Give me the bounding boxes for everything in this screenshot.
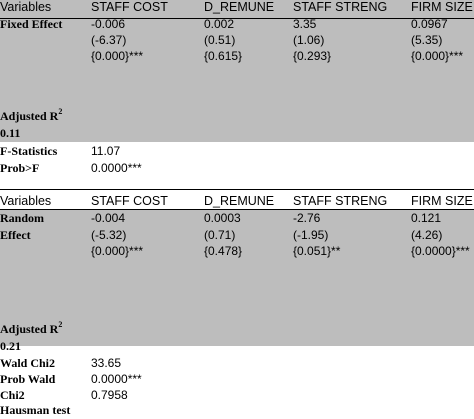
table1-header-staff-cost: STAFF COST xyxy=(91,0,168,14)
prob-wald-label: Prob Wald xyxy=(0,372,56,386)
t2-pval-staff-streng: {0.051}** xyxy=(293,244,341,258)
t2-adjusted-r2-value: 0.21 xyxy=(0,339,21,353)
t2-adjusted-r2-label xyxy=(0,320,62,338)
t1-adj-r2-sup: 2 xyxy=(58,107,63,116)
t2-coef-staff-cost: -0.004 xyxy=(91,211,126,225)
table1-header-variables: Variables xyxy=(0,0,52,14)
random-effect-label-line2: Effect xyxy=(0,228,31,242)
hausman-test-label: Hausman test xyxy=(0,403,71,417)
table-separator-rule xyxy=(0,189,474,190)
t2-coef-d-remune: 0.0003 xyxy=(204,211,241,225)
t2-tstat-staff-cost: (-5.32) xyxy=(91,228,127,242)
random-effect-shaded-band xyxy=(0,210,474,346)
table1-header-d-remune: D_REMUNE xyxy=(204,0,275,14)
t1-tstat-firm-size: (5.35) xyxy=(411,33,443,47)
t1-pval-staff-streng: {0.293} xyxy=(293,49,332,63)
t2-pval-firm-size: {0.0000}*** xyxy=(411,244,470,258)
table2-header-staff-cost: STAFF COST xyxy=(91,194,168,208)
chi2-value: 0.7958 xyxy=(91,388,128,402)
t1-pval-staff-cost: {0.000}*** xyxy=(91,49,144,63)
fixed-effect-label: Fixed Effect xyxy=(0,17,63,31)
t1-adjusted-r2-value: 0.11 xyxy=(0,126,21,140)
table2-header-staff-streng: STAFF STRENG xyxy=(293,194,388,208)
t2-pval-d-remune: {0.478} xyxy=(204,244,243,258)
t1-tstat-d-remune: (0.51) xyxy=(204,33,236,47)
t2-adj-r2-text: Adjusted R xyxy=(0,322,59,336)
wald-chi2-label: Wald Chi2 xyxy=(0,356,56,370)
t2-tstat-firm-size: (4.26) xyxy=(411,228,443,242)
f-statistics-label: F-Statistics xyxy=(0,144,58,158)
t1-adj-r2-text: Adjusted R xyxy=(0,109,59,123)
f-statistics-value: 11.07 xyxy=(91,144,121,158)
t2-tstat-d-remune: (0.71) xyxy=(204,228,236,242)
t1-pval-firm-size: {0.000}*** xyxy=(411,49,464,63)
prob-f-value: 0.0000*** xyxy=(91,161,142,175)
table2-header-firm-size: FIRM SIZE xyxy=(411,194,473,208)
t1-pval-d-remune: {0.615} xyxy=(204,49,243,63)
t1-tstat-staff-cost: (-6.37) xyxy=(91,33,127,47)
t1-tstat-staff-streng: (1.06) xyxy=(293,33,325,47)
t2-adj-r2-sup: 2 xyxy=(58,320,63,329)
t1-coef-staff-cost: -0.006 xyxy=(91,17,126,31)
prob-wald-value: 0.0000*** xyxy=(91,372,142,386)
fixed-effect-shaded-band xyxy=(0,0,474,142)
t2-tstat-staff-streng: (-1.95) xyxy=(293,228,329,242)
table2-header-d-remune: D_REMUNE xyxy=(204,194,275,208)
chi2-label: Chi2 xyxy=(0,388,25,402)
random-effect-label-line1: Random xyxy=(0,211,45,225)
wald-chi2-value: 33.65 xyxy=(91,356,122,370)
table1-header-rule xyxy=(0,18,474,19)
t1-coef-d-remune: 0.002 xyxy=(204,17,235,31)
t2-pval-staff-cost: {0.000}*** xyxy=(91,244,144,258)
t2-coef-staff-streng: -2.76 xyxy=(293,211,321,225)
table1-header-staff-streng: STAFF STRENG xyxy=(293,0,388,14)
t1-coef-staff-streng: 3.35 xyxy=(293,17,317,31)
table2-header-variables: Variables xyxy=(0,194,52,208)
t2-coef-firm-size: 0.121 xyxy=(411,211,442,225)
t1-coef-firm-size: 0.0967 xyxy=(411,17,448,31)
prob-f-label: Prob>F xyxy=(0,161,40,175)
t1-adjusted-r2-label xyxy=(0,107,62,125)
table1-header-firm-size: FIRM SIZE xyxy=(411,0,473,14)
